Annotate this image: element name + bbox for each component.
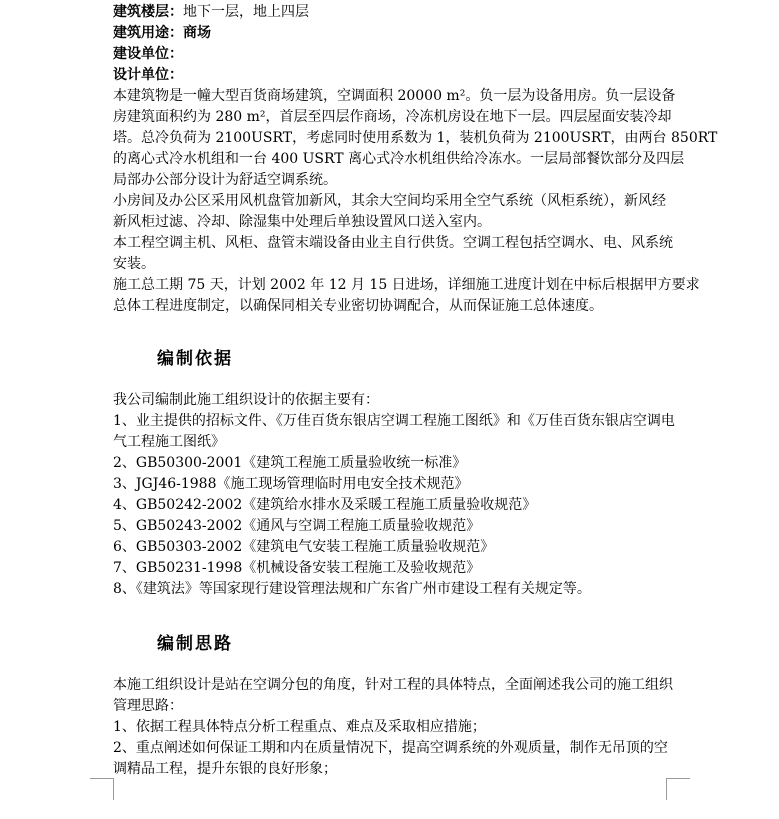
basis-line: 8、《建筑法》等国家现行建设管理法规和广东省广州市建设工程有关规定等。 (113, 581, 591, 597)
basis-line: 6、GB50303-2002《建筑电气安装工程施工质量验收规范》 (113, 539, 495, 555)
project-info (113, 2, 718, 317)
overview-line: 新风柜过滤、冷却、除湿集中处理后单独设置风口送入室内。 (113, 214, 491, 230)
approach-line: 管理思路： (113, 698, 183, 714)
overview-line: 本建筑物是一幢大型百货商场建筑，空调面积 20000 m²。负一层为设备用房。负一层设备 (113, 88, 676, 104)
section-heading-approach: 编制思路 (157, 634, 233, 654)
overview-line: 小房间及办公区采用风机盘管加新风，其余大空间均采用全空气系统（风柜系统），新风经 (113, 193, 666, 209)
overview-line: 安装。 (113, 256, 155, 272)
approach-line: 本施工组织设计是站在空调分包的角度，针对工程的具体特点，全面阐述我公司的施工组织 (113, 677, 673, 693)
overview-line: 本工程空调主机、风柜、盘管末端设备由业主自行供货。空调工程包括空调水、电、风系统 (113, 235, 673, 251)
floors-label: 建筑楼层： (113, 4, 183, 20)
usage-value: 商场 (183, 25, 211, 41)
info-floors (113, 2, 673, 23)
section-approach-body (113, 675, 673, 780)
approach-line: 调精品工程，提升东银的良好形象； (113, 761, 337, 777)
basis-line: 2、GB50300-2001《建筑工程施工质量验收统一标准》 (113, 455, 467, 471)
info-builder: 建设单位： (113, 46, 183, 62)
overview-line: 施工总工期 75 天，计划 2002 年 12 月 15 日进场，详细施工进度计划在中标后根据甲方要求 (113, 277, 700, 293)
usage-label: 建筑用途： (113, 25, 183, 41)
overview-line: 房建筑面积约为 280 m²，首层至四层作商场，冷冻机房设在地下一层。四层屋面安装冷却 (113, 109, 672, 125)
basis-line: 气工程施工图纸》 (113, 434, 225, 450)
crop-mark-left-vertical (113, 778, 114, 800)
info-usage (113, 23, 673, 44)
crop-mark-right-horizontal (667, 778, 690, 779)
basis-line: 7、GB50231-1998《机械设备安装工程施工及验收规范》 (113, 560, 481, 576)
approach-line: 1、依据工程具体特点分析工程重点、难点及采取相应措施； (113, 719, 486, 735)
basis-line: 1、业主提供的招标文件、《万佳百货东银店空调工程施工图纸》和《万佳百货东银店空调电 (113, 413, 675, 429)
basis-line: 3、JGJ46-1988《施工现场管理临时用电安全技术规范》 (113, 476, 469, 492)
basis-line: 5、GB50243-2002《通风与空调工程施工质量验收规范》 (113, 518, 481, 534)
overview-line: 塔。总冷负荷为 2100USRT，考虑同时使用系数为 1，装机负荷为 2100USRT，由两台 850RT (113, 130, 718, 146)
crop-mark-right-vertical (666, 778, 667, 800)
overview-line: 局部办公部分设计为舒适空调系统。 (113, 172, 337, 188)
overview-line: 总体工程进度制定，以确保同相关专业密切协调配合，从而保证施工总体速度。 (113, 298, 603, 314)
approach-line: 2、重点阐述如何保证工期和内在质量情况下，提高空调系统的外观质量，制作无吊顶的空 (113, 740, 668, 756)
crop-mark-left-horizontal (90, 778, 113, 779)
overview-line: 的离心式冷水机组和一台 400 USRT 离心式冷水机组供给冷冻水。一层局部餐饮部分及四层 (113, 151, 685, 167)
basis-line: 我公司编制此施工组织设计的依据主要有： (113, 392, 379, 408)
info-designer: 设计单位： (113, 67, 183, 83)
section-basis-body (113, 390, 673, 600)
basis-line: 4、GB50242-2002《建筑给水排水及采暖工程施工质量验收规范》 (113, 497, 537, 513)
section-heading-basis: 编制依据 (157, 349, 233, 369)
floors-value: 地下一层，地上四层 (183, 4, 309, 20)
